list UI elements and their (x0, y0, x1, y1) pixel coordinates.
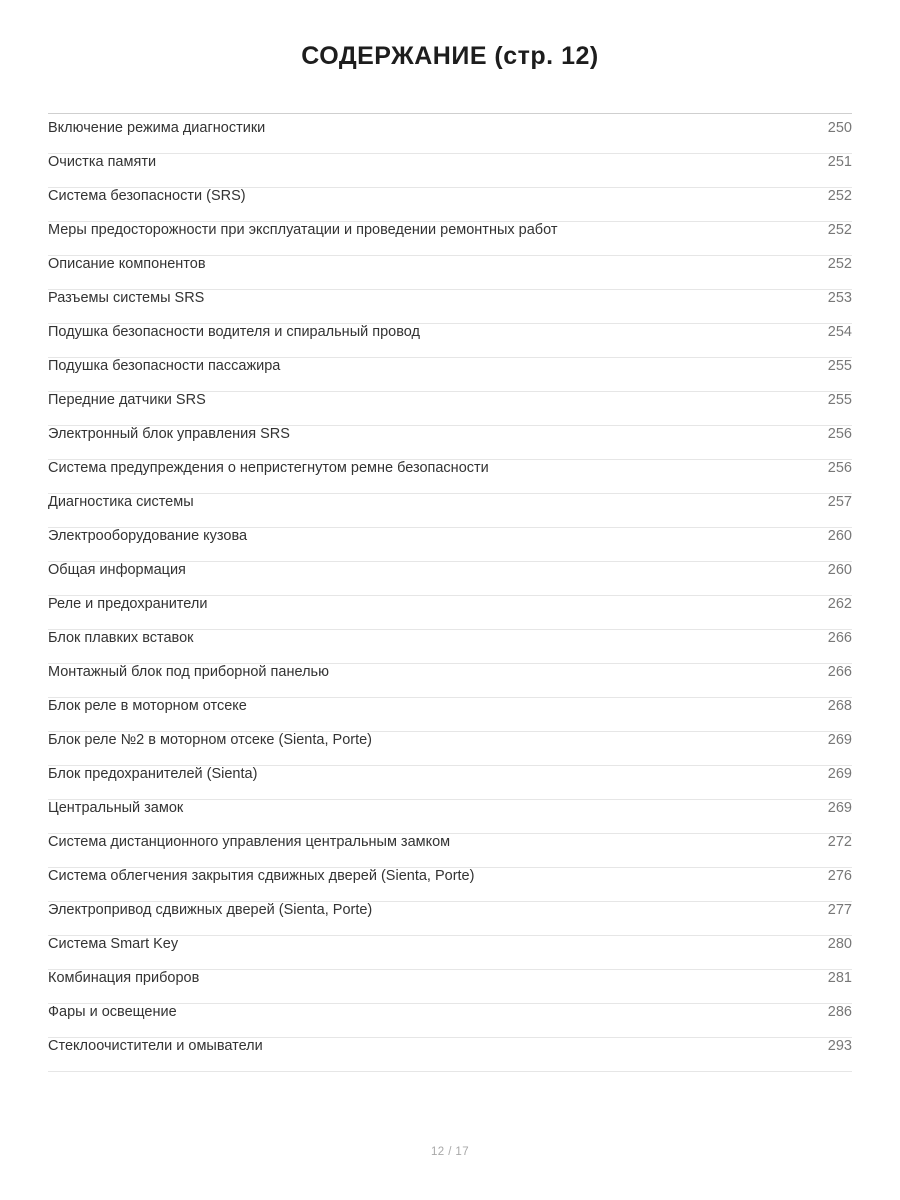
toc-entry-label: Электрооборудование кузова (48, 528, 248, 544)
toc-entry-label: Разъемы системы SRS (48, 290, 205, 306)
toc-entry-page-number: 281 (827, 970, 852, 986)
toc-entry-page-number: 252 (827, 222, 852, 238)
toc-entry-label: Подушка безопасности пассажира (48, 358, 281, 374)
toc-entry-page-number: 254 (827, 324, 852, 340)
toc-entry[interactable] (48, 154, 852, 188)
toc-entry[interactable] (48, 494, 852, 528)
toc-entry[interactable] (48, 664, 852, 698)
toc-entry-label: Система предупреждения о непристегнутом ремне безопасности (48, 460, 489, 476)
toc-entry-page-number: 286 (827, 1004, 852, 1020)
toc-entry[interactable] (48, 562, 852, 596)
toc-entry[interactable] (48, 698, 852, 732)
toc-entry-page-number: 257 (827, 494, 852, 510)
toc-entry-page-number: 268 (827, 698, 852, 714)
toc-entry[interactable] (48, 324, 852, 358)
toc-entry[interactable] (48, 528, 852, 562)
toc-entry-label: Электропривод сдвижных дверей (Sienta, Porte) (48, 902, 373, 918)
toc-entry[interactable] (48, 392, 852, 426)
toc-entry-page-number: 276 (827, 868, 852, 884)
toc-entry-page-number: 252 (827, 188, 852, 204)
toc-entry-page-number: 260 (827, 528, 852, 544)
toc-entry-page-number: 277 (827, 902, 852, 918)
toc-entry-label: Подушка безопасности водителя и спиральный провод (48, 324, 420, 340)
toc-entry[interactable] (48, 256, 852, 290)
toc-entry[interactable] (48, 1038, 852, 1072)
toc-entry[interactable] (48, 800, 852, 834)
toc-entry[interactable] (48, 766, 852, 800)
toc-entry-label: Монтажный блок под приборной панелью (48, 664, 329, 680)
toc-entry-page-number: 255 (827, 358, 852, 374)
toc-entry[interactable] (48, 188, 852, 222)
toc-entry-page-number: 272 (827, 834, 852, 850)
toc-entry[interactable] (48, 120, 852, 154)
toc-entry-page-number: 293 (827, 1038, 852, 1054)
toc-entry-page-number: 266 (827, 664, 852, 680)
toc-entry-label: Система облегчения закрытия сдвижных дверей (Sienta, Porte) (48, 868, 475, 884)
toc-entry-page-number: 266 (827, 630, 852, 646)
toc-entry-label: Стеклоочистители и омыватели (48, 1038, 263, 1054)
toc-entry[interactable] (48, 596, 852, 630)
toc-entry-page-number: 256 (827, 426, 852, 442)
table-of-contents (48, 114, 852, 1072)
toc-entry-page-number: 280 (827, 936, 852, 952)
toc-entry-page-number: 253 (827, 290, 852, 306)
toc-entry[interactable] (48, 290, 852, 324)
toc-entry[interactable] (48, 358, 852, 392)
toc-entry-label: Общая информация (48, 562, 186, 578)
toc-entry[interactable] (48, 222, 852, 256)
toc-entry-label: Блок предохранителей (Sienta) (48, 766, 258, 782)
toc-entry-label: Очистка памяти (48, 154, 157, 170)
toc-entry[interactable] (48, 732, 852, 766)
toc-entry-label: Диагностика системы (48, 494, 194, 510)
toc-entry-label: Меры предосторожности при эксплуатации и проведении ремонтных работ (48, 222, 558, 238)
toc-entry-label: Включение режима диагностики (48, 120, 266, 136)
toc-entry-label: Система Smart Key (48, 936, 179, 952)
toc-entry-page-number: 260 (827, 562, 852, 578)
toc-entry[interactable] (48, 426, 852, 460)
toc-entry-page-number: 269 (827, 766, 852, 782)
toc-entry-page-number: 252 (827, 256, 852, 272)
toc-entry-page-number: 262 (827, 596, 852, 612)
toc-entry[interactable] (48, 834, 852, 868)
toc-entry-page-number: 256 (827, 460, 852, 476)
toc-entry-label: Реле и предохранители (48, 596, 208, 612)
toc-entry-label: Комбинация приборов (48, 970, 200, 986)
toc-entry-label: Центральный замок (48, 800, 184, 816)
toc-entry-page-number: 269 (827, 732, 852, 748)
toc-entry[interactable] (48, 1004, 852, 1038)
toc-entry-label: Блок реле в моторном отсеке (48, 698, 247, 714)
toc-entry-label: Фары и освещение (48, 1004, 177, 1020)
toc-entry-label: Система дистанционного управления центральным замком (48, 834, 451, 850)
toc-entry[interactable] (48, 936, 852, 970)
toc-entry[interactable] (48, 902, 852, 936)
toc-entry-label: Передние датчики SRS (48, 392, 206, 408)
toc-entry[interactable] (48, 868, 852, 902)
page-title: СОДЕРЖАНИЕ (стр. 12) (301, 42, 599, 70)
toc-entry-label: Блок реле №2 в моторном отсеке (Sienta, Porte) (48, 732, 373, 748)
toc-entry-page-number: 250 (827, 120, 852, 136)
toc-entry-label: Система безопасности (SRS) (48, 188, 246, 204)
toc-entry-label: Электронный блок управления SRS (48, 426, 290, 442)
toc-entry[interactable] (48, 460, 852, 494)
toc-entry-page-number: 269 (827, 800, 852, 816)
toc-entry[interactable] (48, 970, 852, 1004)
page-footer: 12 / 17 (431, 1146, 469, 1158)
toc-entry-label: Описание компонентов (48, 256, 206, 272)
toc-entry-page-number: 255 (827, 392, 852, 408)
toc-entry-label: Блок плавких вставок (48, 630, 194, 646)
toc-entry[interactable] (48, 630, 852, 664)
toc-entry-page-number: 251 (827, 154, 852, 170)
